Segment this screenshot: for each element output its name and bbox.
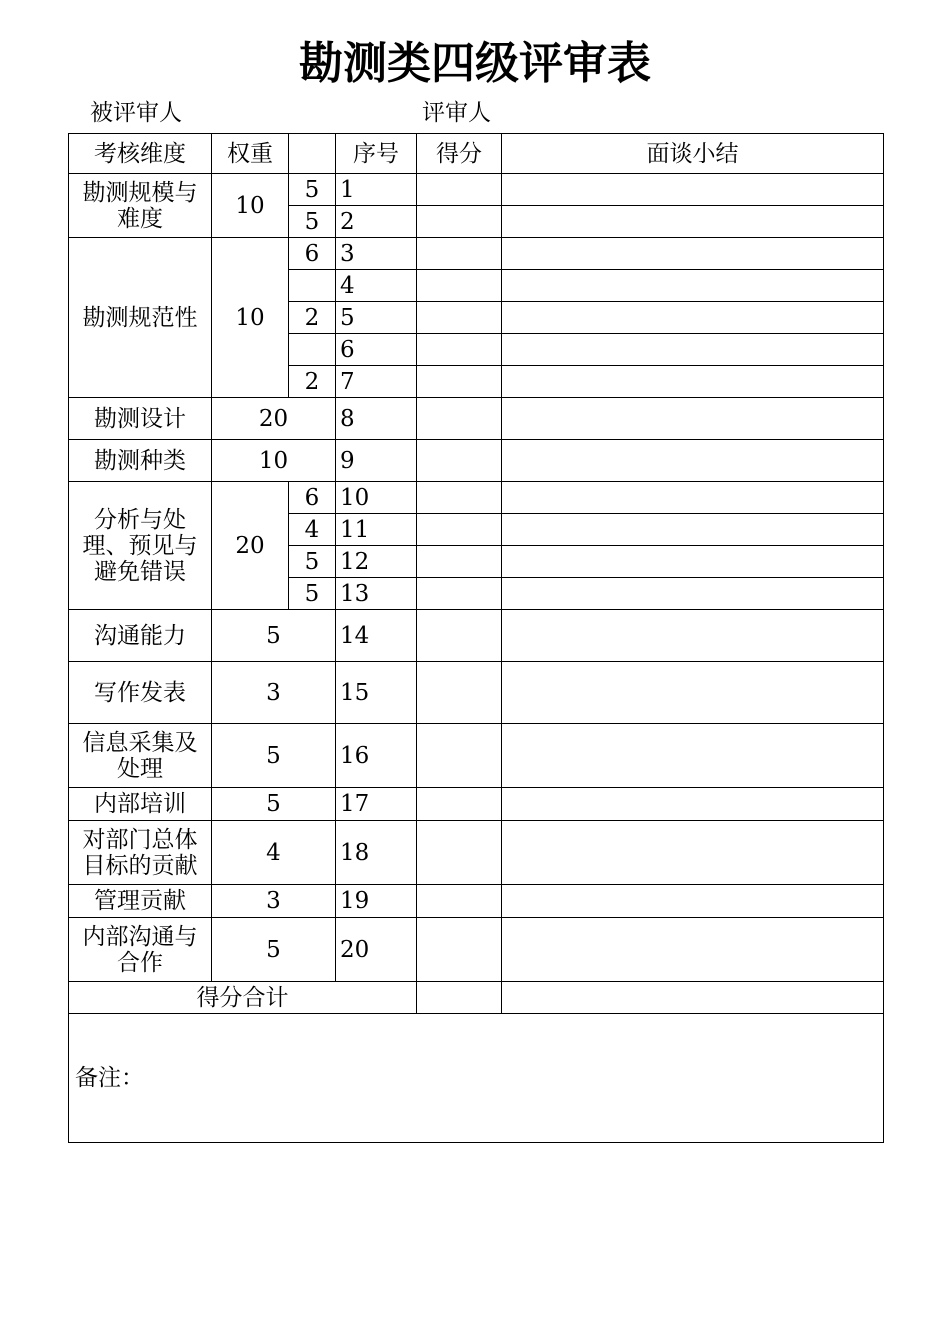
remarks-row xyxy=(69,1014,884,1143)
weight-cell: 10 xyxy=(212,238,289,398)
weight-cell: 10 xyxy=(212,440,336,482)
score-cell[interactable] xyxy=(417,482,502,514)
weight-cell: 3 xyxy=(212,885,336,918)
sub-weight-cell xyxy=(289,270,336,302)
score-cell[interactable] xyxy=(417,302,502,334)
sub-weight-cell: 4 xyxy=(289,514,336,546)
summary-cell[interactable] xyxy=(502,546,884,578)
score-cell[interactable] xyxy=(417,238,502,270)
score-cell[interactable] xyxy=(417,514,502,546)
score-cell[interactable] xyxy=(417,270,502,302)
table-row xyxy=(69,885,884,918)
score-cell[interactable] xyxy=(417,610,502,662)
sub-weight-cell: 2 xyxy=(289,302,336,334)
dimension-cell: 勘测种类 xyxy=(69,440,212,482)
total-row xyxy=(69,982,884,1014)
table-row xyxy=(69,398,884,440)
seq-cell: 5 xyxy=(336,302,417,334)
score-cell[interactable] xyxy=(417,918,502,982)
summary-cell[interactable] xyxy=(502,206,884,238)
weight-cell: 20 xyxy=(212,398,336,440)
sub-weight-cell: 6 xyxy=(289,482,336,514)
seq-cell: 2 xyxy=(336,206,417,238)
seq-cell: 18 xyxy=(336,821,417,885)
reviewee-label: 被评审人 xyxy=(90,100,182,126)
weight-cell: 5 xyxy=(212,610,336,662)
summary-cell[interactable] xyxy=(502,788,884,821)
seq-cell: 20 xyxy=(336,918,417,982)
sub-weight-cell: 5 xyxy=(289,578,336,610)
seq-cell: 17 xyxy=(336,788,417,821)
seq-cell: 7 xyxy=(336,366,417,398)
dimension-cell: 分析与处理、预见与避免错误 xyxy=(69,482,212,610)
sub-weight-cell: 6 xyxy=(289,238,336,270)
score-cell[interactable] xyxy=(417,662,502,724)
score-cell[interactable] xyxy=(417,788,502,821)
summary-cell[interactable] xyxy=(502,610,884,662)
seq-cell: 13 xyxy=(336,578,417,610)
table-row xyxy=(69,610,884,662)
summary-cell[interactable] xyxy=(502,302,884,334)
dimension-cell: 写作发表 xyxy=(69,662,212,724)
dimension-cell: 勘测设计 xyxy=(69,398,212,440)
score-cell[interactable] xyxy=(417,206,502,238)
table-row xyxy=(69,821,884,885)
header-summary: 面谈小结 xyxy=(502,134,884,174)
seq-cell: 8 xyxy=(336,398,417,440)
summary-cell[interactable] xyxy=(502,724,884,788)
seq-cell: 14 xyxy=(336,610,417,662)
summary-cell[interactable] xyxy=(502,440,884,482)
dimension-cell: 管理贡献 xyxy=(69,885,212,918)
weight-cell: 4 xyxy=(212,821,336,885)
summary-cell[interactable] xyxy=(502,821,884,885)
total-summary-cell[interactable] xyxy=(502,982,884,1014)
score-cell[interactable] xyxy=(417,885,502,918)
sub-weight-cell: 2 xyxy=(289,366,336,398)
table-row xyxy=(69,662,884,724)
header-score: 得分 xyxy=(417,134,502,174)
summary-cell[interactable] xyxy=(502,578,884,610)
header-row xyxy=(69,134,884,174)
table-row xyxy=(69,174,884,206)
summary-cell[interactable] xyxy=(502,885,884,918)
total-label: 得分合计 xyxy=(69,982,417,1014)
seq-cell: 15 xyxy=(336,662,417,724)
seq-cell: 16 xyxy=(336,724,417,788)
header-dimension: 考核维度 xyxy=(69,134,212,174)
weight-cell: 10 xyxy=(212,174,289,238)
summary-cell[interactable] xyxy=(502,662,884,724)
table-row xyxy=(69,918,884,982)
header-sub-weight xyxy=(289,134,336,174)
dimension-cell: 信息采集及处理 xyxy=(69,724,212,788)
summary-cell[interactable] xyxy=(502,918,884,982)
seq-cell: 4 xyxy=(336,270,417,302)
sub-weight-cell xyxy=(289,334,336,366)
table-row xyxy=(69,724,884,788)
weight-cell: 5 xyxy=(212,788,336,821)
weight-cell: 5 xyxy=(212,918,336,982)
score-cell[interactable] xyxy=(417,398,502,440)
summary-cell[interactable] xyxy=(502,334,884,366)
dimension-cell: 沟通能力 xyxy=(69,610,212,662)
reviewer-label: 评审人 xyxy=(422,100,491,126)
table-row xyxy=(69,788,884,821)
weight-cell: 20 xyxy=(212,482,289,610)
dimension-cell: 对部门总体目标的贡献 xyxy=(69,821,212,885)
dimension-cell: 勘测规模与难度 xyxy=(69,174,212,238)
table-row xyxy=(69,238,884,270)
summary-cell[interactable] xyxy=(502,366,884,398)
sub-weight-cell: 5 xyxy=(289,174,336,206)
seq-cell: 1 xyxy=(336,174,417,206)
header-seq: 序号 xyxy=(336,134,417,174)
weight-cell: 3 xyxy=(212,662,336,724)
summary-cell[interactable] xyxy=(502,174,884,206)
remarks-cell[interactable] xyxy=(69,1014,884,1143)
table-row xyxy=(69,482,884,514)
total-score-cell[interactable] xyxy=(417,982,502,1014)
seq-cell: 19 xyxy=(336,885,417,918)
review-table xyxy=(68,133,884,1143)
summary-cell[interactable] xyxy=(502,514,884,546)
page-title: 勘测类四级评审表 xyxy=(299,38,651,89)
remarks-label: 备注： xyxy=(75,1065,144,1091)
seq-cell: 10 xyxy=(336,482,417,514)
summary-cell[interactable] xyxy=(502,238,884,270)
score-cell[interactable] xyxy=(417,821,502,885)
sub-weight-cell: 5 xyxy=(289,546,336,578)
score-cell[interactable] xyxy=(417,334,502,366)
dimension-cell: 内部沟通与合作 xyxy=(69,918,212,982)
score-cell[interactable] xyxy=(417,440,502,482)
seq-cell: 12 xyxy=(336,546,417,578)
score-cell[interactable] xyxy=(417,724,502,788)
score-cell[interactable] xyxy=(417,366,502,398)
sub-weight-cell: 5 xyxy=(289,206,336,238)
seq-cell: 6 xyxy=(336,334,417,366)
summary-cell[interactable] xyxy=(502,398,884,440)
header-weight: 权重 xyxy=(212,134,289,174)
score-cell[interactable] xyxy=(417,174,502,206)
seq-cell: 3 xyxy=(336,238,417,270)
seq-cell: 11 xyxy=(336,514,417,546)
dimension-cell: 勘测规范性 xyxy=(69,238,212,398)
seq-cell: 9 xyxy=(336,440,417,482)
score-cell[interactable] xyxy=(417,546,502,578)
dimension-cell: 内部培训 xyxy=(69,788,212,821)
summary-cell[interactable] xyxy=(502,270,884,302)
weight-cell: 5 xyxy=(212,724,336,788)
table-row xyxy=(69,440,884,482)
score-cell[interactable] xyxy=(417,578,502,610)
summary-cell[interactable] xyxy=(502,482,884,514)
